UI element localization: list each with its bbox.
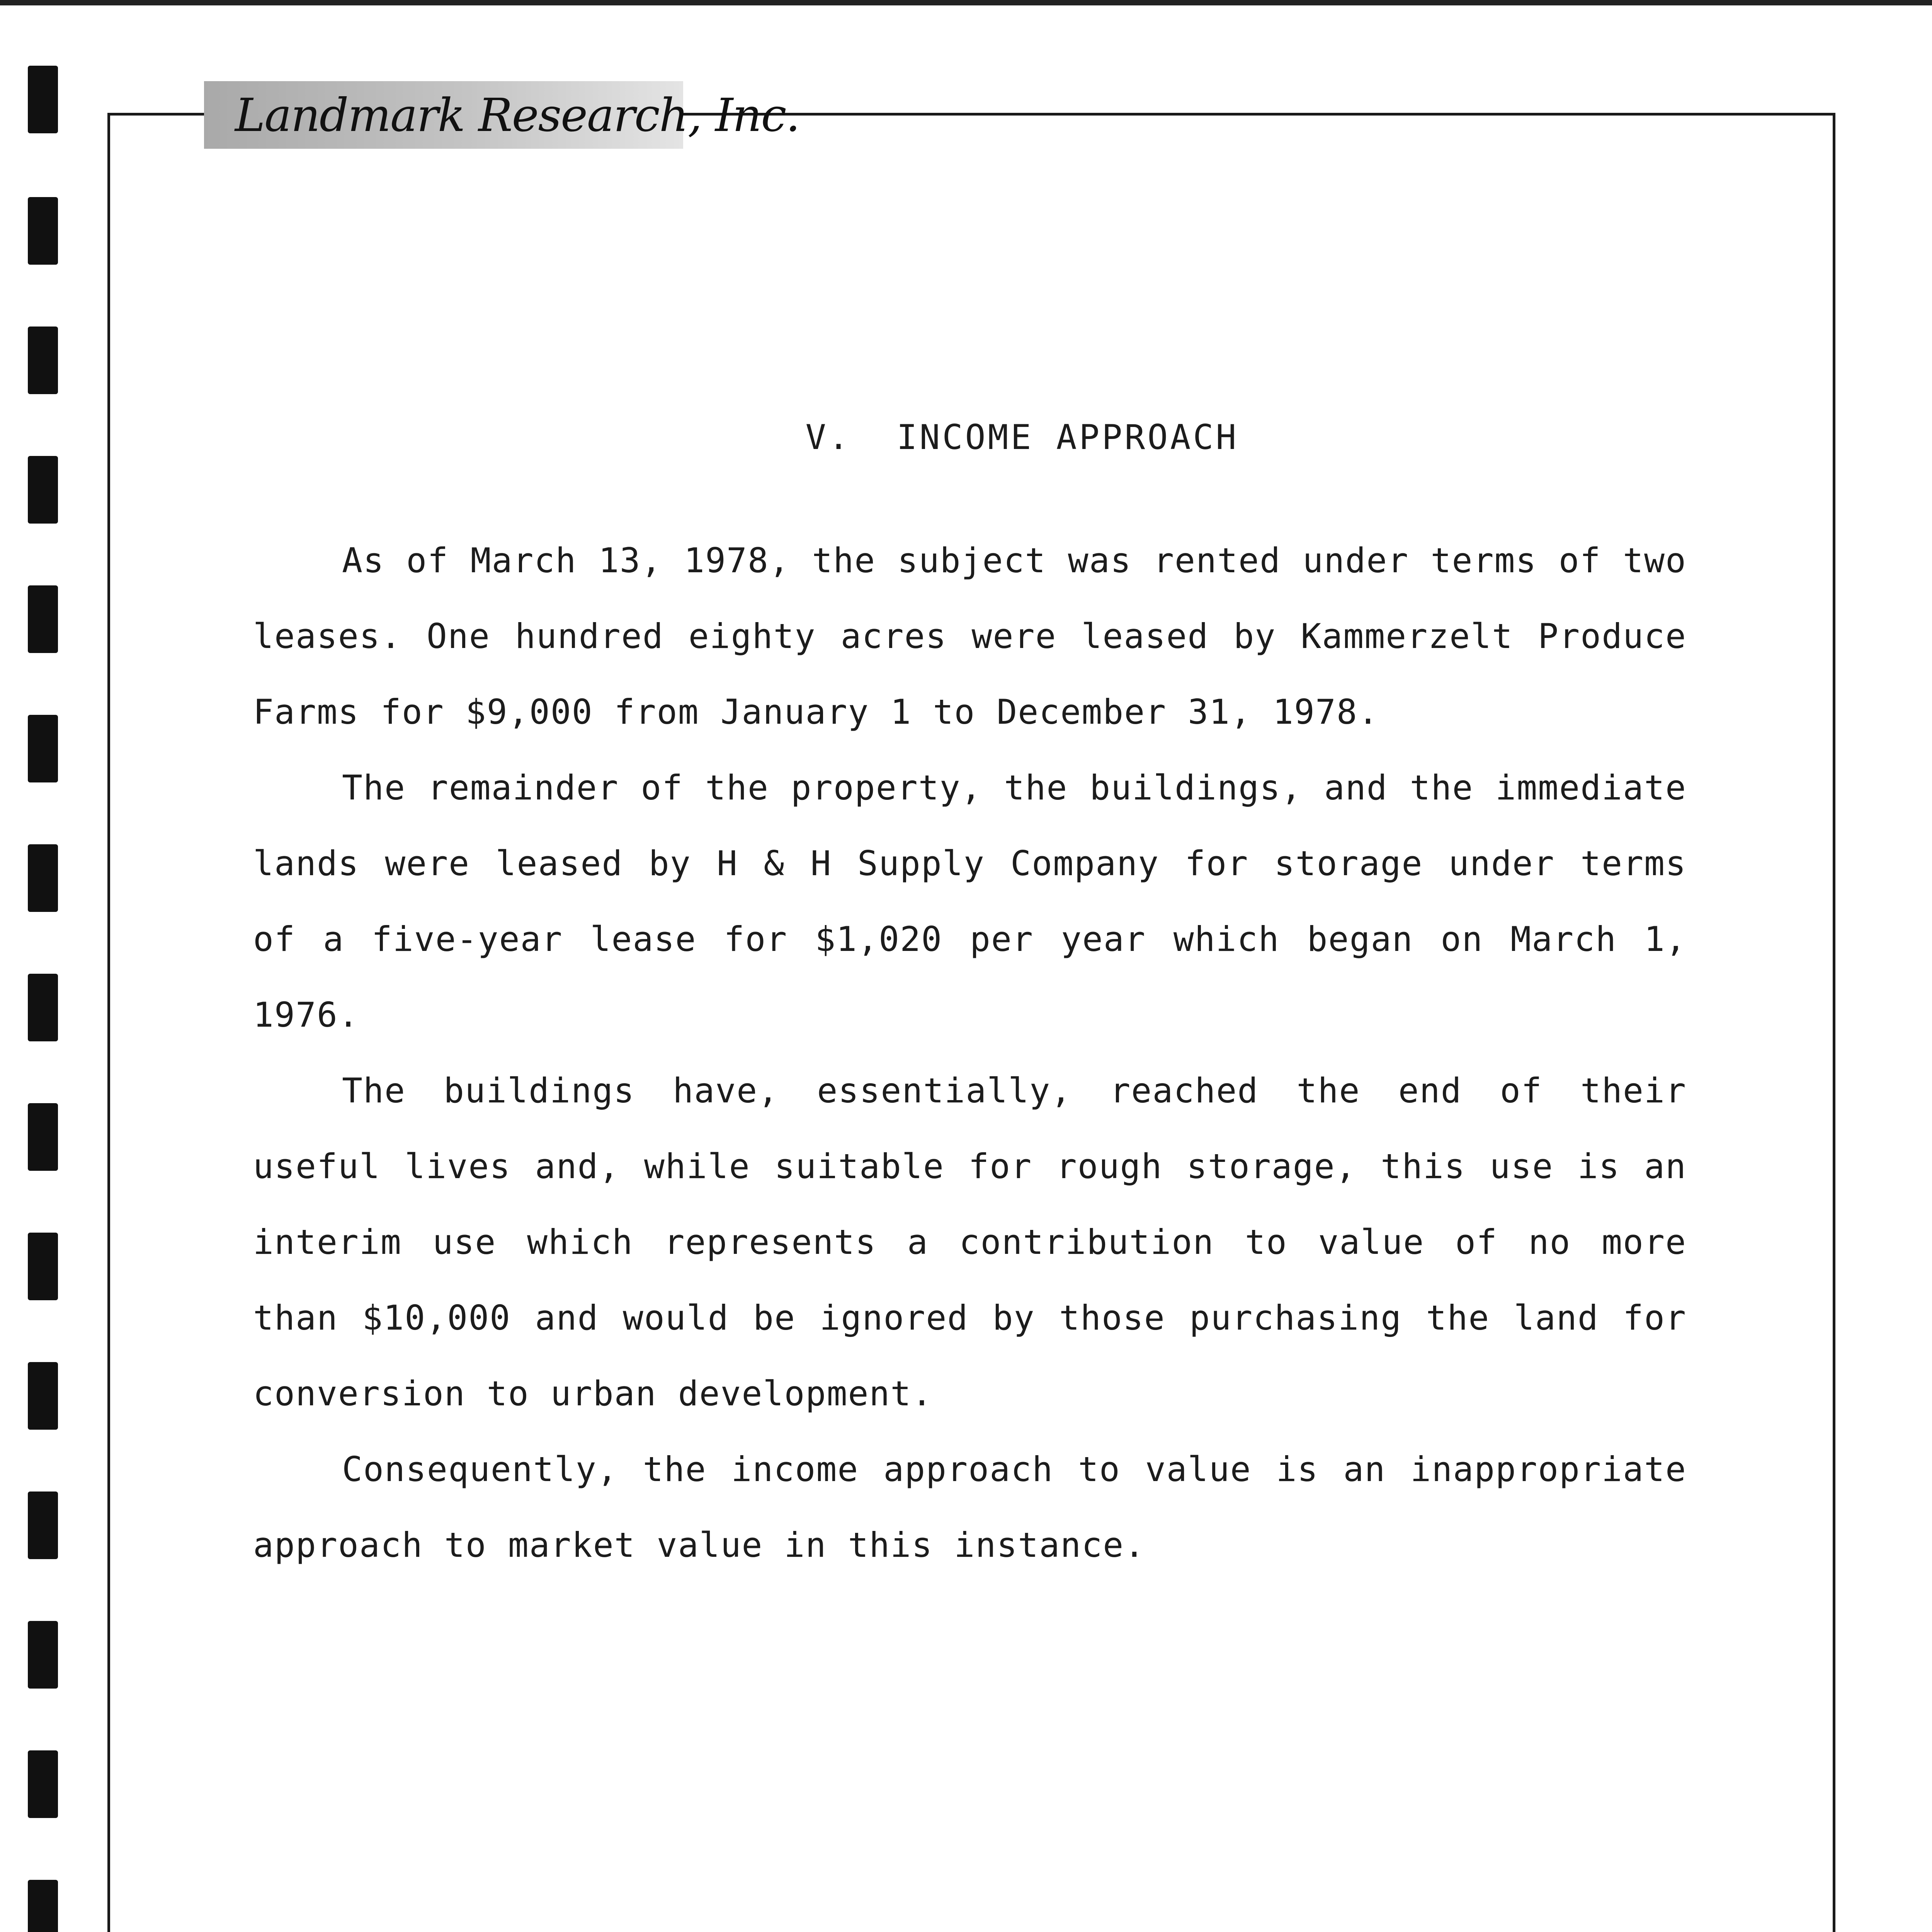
binder-hole	[28, 1362, 58, 1430]
binder-hole	[28, 844, 58, 912]
binder-hole	[28, 327, 58, 394]
section-title: V. INCOME APPROACH	[805, 417, 1239, 457]
binder-hole	[28, 585, 58, 653]
document-body	[253, 417, 1687, 1583]
company-logo-text: Landmark Research, Inc.	[235, 88, 800, 142]
paragraph: The remainder of the property, the buildings, and the immediate lands were leased by H & H Supply Company for storage under terms of a five-year lease for $1,020 per year which began on March 1, 1976.	[253, 768, 1687, 1035]
company-logo-banner	[204, 81, 800, 149]
binder-hole	[28, 1880, 58, 1932]
binder-hole	[28, 1621, 58, 1689]
binder-hole	[28, 197, 58, 265]
binder-hole	[28, 715, 58, 782]
binder-hole	[28, 66, 58, 133]
binder-hole	[28, 1103, 58, 1171]
body-text	[253, 523, 1687, 1583]
binder-hole	[28, 974, 58, 1041]
binder-hole	[28, 1750, 58, 1818]
paragraph: The buildings have, essentially, reached the end of their useful lives and, while suitable for rough storage, this use is an interim use which represents a contribution to value of no more than $10,000 and would be ignored by those purchasing the land for conversion to urban development.	[253, 1071, 1687, 1413]
page-top-edge	[0, 0, 1932, 5]
binder-hole	[28, 1233, 58, 1300]
binder-holes	[28, 0, 63, 1932]
paragraph: Consequently, the income approach to value is an inappropriate approach to market value in this instance.	[253, 1449, 1687, 1565]
binder-hole	[28, 1492, 58, 1559]
paragraph: As of March 13, 1978, the subject was rented under terms of two leases. One hundred eighty acres were leased by Kammerzelt Produce Farms for $9,000 from January 1 to December 31, 1978.	[253, 541, 1687, 732]
binder-hole	[28, 456, 58, 524]
